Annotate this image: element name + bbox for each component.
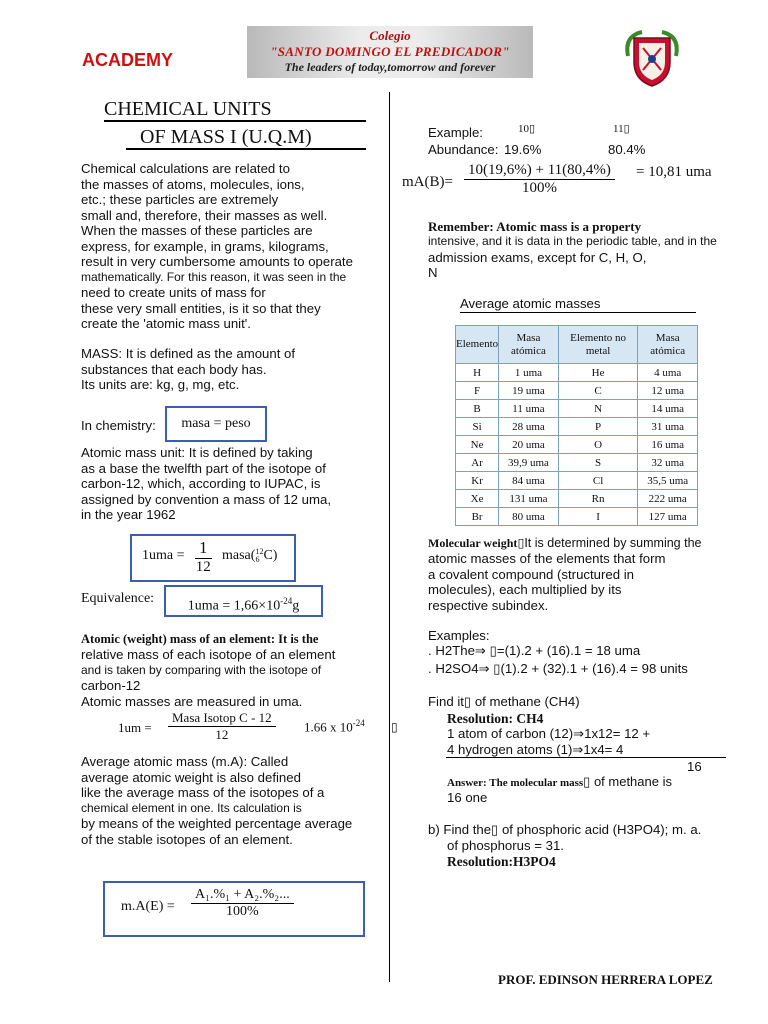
phosphorus-mass: of phosphorus = 31.: [447, 838, 564, 853]
amu-definition: Atomic mass unit: It is defined by taking as a base the twelfth part of the isotope of carbon-12, which, according to IUPAC, is assigned by convention a mass of 12 uma, in the year 1962: [81, 445, 331, 522]
average-mass-formula: m.A(E) = $\frac{\text{A₁.\%₁ + A₂.\%₂...}}{100\%}$: [103, 881, 365, 937]
table-row: F 19 uma C 12 uma: [456, 382, 698, 400]
mass-definition: MASS: It is defined as the amount of substances that each body has. Its units are: kg, g, mg, etc.: [81, 346, 296, 392]
table-row: Si 28 uma P 31 uma: [456, 418, 698, 436]
sum-line: [446, 757, 726, 758]
answer-line-2: 16 one: [447, 790, 488, 805]
uma-formula: 1uma = $\frac{1}{12}$ masa( 12 6 C): [130, 534, 296, 582]
remember-text: intensive, and it is data in the periodic table, and in the admission exams, except for C, H, O, N: [428, 234, 717, 280]
banner-line-1: Colegio: [369, 28, 411, 43]
average-masses-title: Average atomic masses: [460, 296, 696, 313]
title-underline: [126, 148, 366, 150]
remember-heading: Remember: Atomic mass is a property: [428, 219, 642, 234]
abundance-2: 80.4%: [608, 142, 646, 157]
equivalence-label: Equivalence:: [81, 591, 155, 606]
atomic-mass-heading: Atomic (weight) mass of an element: It is the: [81, 632, 319, 646]
school-banner: [247, 26, 533, 78]
table-header: Masa atómica: [638, 326, 698, 364]
table-header: Elemento no metal: [558, 326, 638, 364]
academy-label: ACADEMY: [82, 50, 174, 70]
masa-peso-formula: masa = peso: [165, 406, 267, 442]
table-header: Elemento: [456, 326, 499, 364]
isotope-1: 10▯: [518, 123, 536, 135]
answer-line-1: Answer: The molecular mass▯ of methane is: [447, 774, 672, 789]
resolution-methane-line-2: 4 hydrogen atoms (1)⇒1x4= 4: [447, 742, 624, 757]
page-title-line-2: OF MASS I (U.Q.M): [140, 126, 312, 148]
average-atomic-mass-text: Average atomic mass (m.A): Called average atomic weight is also defined like the average mass of the isotopes of a chemical element in one. Its calculation is by means of the weighted percentage average of the stable isotopes of an element.: [81, 754, 353, 847]
resolution-phosphoric-heading: Resolution:H3PO4: [447, 854, 556, 869]
table-row: Ne 20 uma O 16 uma: [456, 436, 698, 454]
table-row: Br 80 uma I 127 uma: [456, 508, 698, 526]
example-label: Example:: [428, 125, 483, 140]
author-footer: PROF. EDINSON HERRERA LOPEZ: [498, 972, 713, 987]
atomic-mass-text: relative mass of each isotope of an element and is taken by comparing with the isotope of carbon-12 Atomic masses are measured in uma.: [81, 647, 336, 709]
boron-mass-formula: mA(B)= $\frac{10(19,6\%) + 11(80,4\%)}{100\%}$ = 10,81 uma: [402, 162, 712, 196]
abundance-1: 19.6%: [504, 142, 542, 157]
intro-paragraph: Chemical calculations are related to the masses of atoms, molecules, ions, etc.; these particles are extremely small and, therefore, their masses as well. When the masses of these particles are express, for example, in grams, kilograms, result in very cumbersome amounts to operate mathematically. For this reason, it was seen in the need to create units of mass for these very small entities, is it so that they create the 'atomic mass unit'.: [81, 161, 353, 331]
example-sulfuric: . H2SO4⇒ ▯(1).2 + (32).1 + (16).4 = 98 units: [428, 661, 688, 676]
title-underline: [104, 120, 366, 122]
page-title-line-1: CHEMICAL UNITS: [104, 98, 272, 120]
find-methane: Find it▯ of methane (CH4): [428, 694, 580, 709]
resolution-methane-heading: Resolution: CH4: [447, 711, 544, 726]
table-row: Ar 39,9 uma S 32 uma: [456, 454, 698, 472]
examples-label: Examples:: [428, 628, 490, 643]
isotope-2: 11▯: [613, 123, 630, 135]
um-formula: 1um = Masa Isotop C - 12 12 1.66 x $10^{-24}$ ▯: [118, 710, 398, 742]
equivalence-formula: $1uma = 1,66\times 10^{-24}g$: [164, 585, 323, 617]
table-row: H 1 uma He 4 uma: [456, 364, 698, 382]
abundance-label: Abundance:: [428, 142, 499, 157]
resolution-methane-line-1: 1 atom of carbon (12)⇒1x12= 12 +: [447, 726, 651, 741]
banner-line-2: "SANTO DOMINGO EL PREDICADOR": [270, 44, 510, 59]
atomic-mass-table: [455, 325, 698, 526]
school-crest-logo: [622, 26, 682, 90]
table-row: Kr 84 uma Cl 35,5 uma: [456, 472, 698, 490]
banner-line-3: The leaders of today,tomorrow and forever: [284, 60, 496, 74]
resolution-methane-sum: 16: [687, 759, 702, 774]
molecular-weight-text: atomic masses of the elements that form a covalent compound (structured in molecules), each multiplied by its respective subindex.: [428, 551, 666, 613]
table-row: B 11 uma N 14 uma: [456, 400, 698, 418]
find-phosphoric: b) Find the▯ of phosphoric acid (H3PO4); m. a.: [428, 822, 702, 837]
in-chemistry-label: In chemistry:: [81, 418, 156, 433]
column-divider: [389, 92, 390, 982]
molecular-weight-heading: Molecular weight▯It is determined by summing the: [428, 536, 702, 550]
table-row: Xe 131 uma Rn 222 uma: [456, 490, 698, 508]
table-header: Masa atómica: [499, 326, 559, 364]
example-water: . H2The⇒ ▯=(1).2 + (16).1 = 18 uma: [428, 643, 641, 658]
